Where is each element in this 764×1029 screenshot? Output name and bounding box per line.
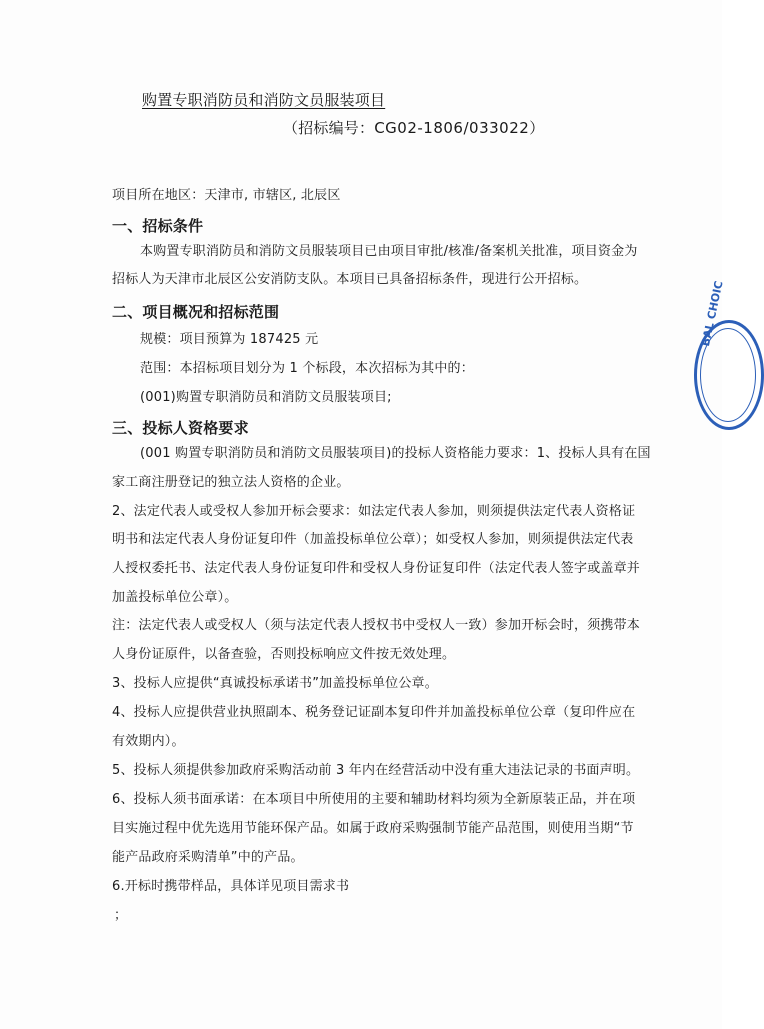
paragraph-line: 范围：本招标项目划分为 1 个标段，本次招标为其中的： <box>140 361 474 376</box>
paragraph-line: 有效期内）。 <box>112 734 185 749</box>
tender-number-label: （招标编号： <box>283 119 375 137</box>
section-heading-3: 三、投标人资格要求 <box>112 419 249 437</box>
document-title: 购置专职消防员和消防文员服装项目 <box>142 91 386 109</box>
paragraph-line: 家工商注册登记的独立法人资格的企业。 <box>112 475 350 490</box>
tender-number-code: CG02-1806/033022） <box>374 119 545 137</box>
paragraph-line: 人身份证原件，以备查验，否则投标响应文件按无效处理。 <box>112 647 456 662</box>
section-heading-2: 二、项目概况和招标范围 <box>112 303 280 321</box>
paragraph-line: 招标人为天津市北辰区公安消防支队。本项目已具备招标条件，现进行公开招标。 <box>112 272 588 287</box>
paragraph-line: 能产品政府采购清单”中的产品。 <box>112 850 304 865</box>
paragraph-line: 目实施过程中优先选用节能环保产品。如属于政府采购强制节能产品范围，则使用当期“节 <box>112 821 634 836</box>
paragraph-line: 明书和法定代表人身份证复印件（加盖投标单位公章）；如受权人参加，则须提供法定代表 <box>112 532 634 547</box>
paragraph-line: (001 购置专职消防员和消防文员服装项目)的投标人资格能力要求：1、投标人具有在国 <box>140 446 651 461</box>
paragraph-line: 6.开标时携带样品，具体详见项目需求书 <box>112 879 350 894</box>
paragraph-line: 人授权委托书、法定代表人身份证复印件和受权人身份证复印件（法定代表人签字或盖章并 <box>112 561 641 576</box>
paragraph-line: 注：法定代表人或受权人（须与法定代表人授权书中受权人一致）参加开标会时，须携带本 <box>112 618 641 633</box>
paragraph-line: 规模：项目预算为 187425 元 <box>140 332 319 347</box>
project-location: 项目所在地区：天津市, 市辖区, 北辰区 <box>112 188 341 203</box>
paragraph-line: 2、法定代表人或受权人参加开标会要求：如法定代表人参加，则须提供法定代表人资格证 <box>112 504 636 519</box>
paragraph-line: 4、投标人应提供营业执照副本、税务登记证副本复印件并加盖投标单位公章（复印件应在 <box>112 705 636 720</box>
paragraph-line: 本购置专职消防员和消防文员服装项目已由项目审批/核准/备案机关批准，项目资金为 <box>140 244 638 259</box>
section-heading-1: 一、招标条件 <box>112 217 204 235</box>
official-stamp-text: BAL CHOIC <box>699 279 726 348</box>
paragraph-line: 5、投标人须提供参加政府采购活动前 3 年内在经营活动中没有重大违法记录的书面声明。 <box>112 763 640 778</box>
paragraph-line: 6、投标人须书面承诺：在本项目中所使用的主要和辅助材料均须为全新原装正品，并在项 <box>112 792 636 807</box>
paragraph-line: 3、投标人应提供“真诚投标承诺书”加盖投标单位公章。 <box>112 676 438 691</box>
paragraph-line: ； <box>114 908 128 923</box>
paragraph-line: 加盖投标单位公章）。 <box>112 590 238 605</box>
paragraph-line: (001)购置专职消防员和消防文员服装项目; <box>140 390 392 405</box>
tender-number <box>283 118 545 138</box>
